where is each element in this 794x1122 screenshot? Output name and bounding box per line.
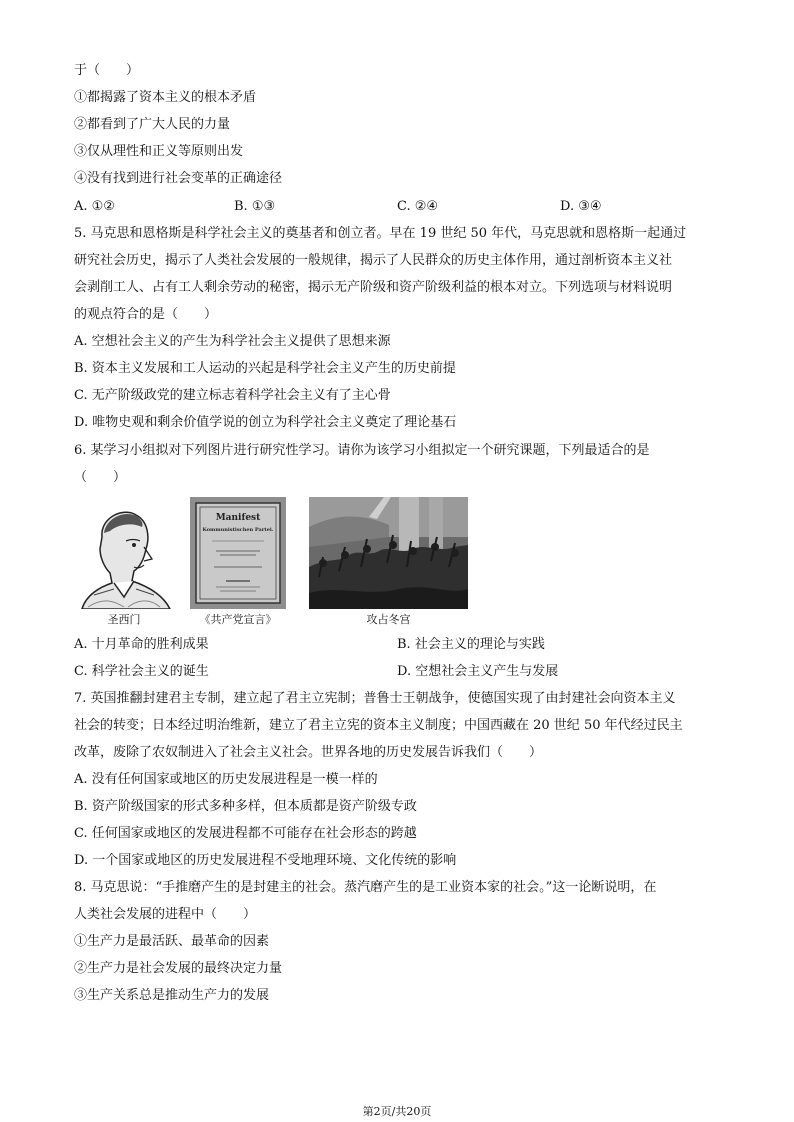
manifesto-title: Manifest <box>215 513 261 523</box>
q5-stem-line-2: 研究社会历史，揭示了人类社会发展的一般规律，揭示了人民群众的历史主体作用，通过剖析资本主义社 <box>74 253 673 268</box>
q6-stem-line-2: （ ） <box>74 470 127 485</box>
page-number-footer: 第2页/共20页 <box>362 1105 432 1118</box>
q4-stem-tail: 于（ ） <box>74 63 140 78</box>
q8-statement-1: ①生产力是最活跃、最革命的因素 <box>74 934 270 949</box>
q5-option-c: C. 无产阶级政党的建立标志着科学社会主义有了主心骨 <box>74 388 391 403</box>
q5-stem-line-4: 的观点符合的是（ ） <box>74 307 218 322</box>
q7-stem-line-3: 改革，废除了农奴制进入了社会主义社会。世界各地的历史发展告诉我们（ ） <box>74 745 543 760</box>
manifesto-subtitle: Kommunistischen Partei. <box>202 527 274 533</box>
q8-statement-2: ②生产力是社会发展的最终决定力量 <box>74 961 283 976</box>
q4-option-d: D. ③④ <box>560 199 602 214</box>
q8-stem-line-2: 人类社会发展的进程中（ ） <box>74 907 257 922</box>
manifesto-cover-image <box>190 497 286 609</box>
q4-option-b: B. ①③ <box>234 199 276 214</box>
q5-option-d: D. 唯物史观和剩余价值学说的创立为科学社会主义奠定了理论基石 <box>74 415 457 430</box>
caption-winter-palace: 攻占冬宫 <box>366 613 411 626</box>
caption-saint-simon: 圣西门 <box>107 613 141 626</box>
winter-palace-image <box>309 497 468 609</box>
q4-statement-2: ②都看到了广大人民的力量 <box>74 117 231 132</box>
q5-option-b: B. 资本主义发展和工人运动的兴起是科学社会主义产生的历史前提 <box>74 361 456 376</box>
q4-statement-4: ④没有找到进行社会变革的正确途径 <box>74 171 283 186</box>
q6-option-b: B. 社会主义的理论与实践 <box>397 637 545 652</box>
saint-simon-portrait <box>74 497 174 609</box>
q5-stem-line-1: 5. 马克思和恩格斯是科学社会主义的奠基者和创立者。早在 19 世纪 50 年代，马克思就和恩格斯一起通过 <box>74 226 687 241</box>
q6-option-a: A. 十月革命的胜利成果 <box>74 637 209 652</box>
q4-statement-3: ③仅从理性和正义等原则出发 <box>74 144 244 159</box>
q7-stem-line-1: 7. 英国推翻封建君主专制，建立起了君主立宪制；普鲁士王朝战争，使德国实现了由封建社会向资本主义 <box>74 691 676 706</box>
q8-stem-line-1: 8. 马克思说：“手推磨产生的是封建主的社会。蒸汽磨产生的是工业资本家的社会。”这一论断说明，在 <box>74 880 657 895</box>
q4-option-a: A. ①② <box>74 199 115 214</box>
q6-stem-line-1: 6. 某学习小组拟对下列图片进行研究性学习。请你为该学习小组拟定一个研究课题，下列最适合的是 <box>74 443 650 458</box>
q5-option-a: A. 空想社会主义的产生为科学社会主义提供了思想来源 <box>74 334 391 349</box>
q7-option-c: C. 任何国家或地区的发展进程都不可能存在社会形态的跨越 <box>74 826 417 841</box>
q7-option-a: A. 没有任何国家或地区的历史发展进程是一模一样的 <box>74 772 378 787</box>
caption-manifesto: 《共产党宣言》 <box>199 613 277 626</box>
q6-option-d: D. 空想社会主义产生与发展 <box>397 664 559 679</box>
q4-option-c: C. ②④ <box>397 199 439 214</box>
q5-stem-line-3: 会剥削工人、占有工人剩余劳动的秘密，揭示无产阶级和资产阶级利益的根本对立。下列选项与材料说明 <box>74 280 673 295</box>
q7-option-d: D. 一个国家或地区的历史发展进程不受地理环境、文化传统的影响 <box>74 853 457 868</box>
q6-option-c: C. 科学社会主义的诞生 <box>74 664 209 679</box>
q7-stem-line-2: 社会的转变；日本经过明治维新，建立了君主立宪的资本主义制度；中国西藏在 20 世纪 50 年代经过民主 <box>74 718 683 733</box>
q4-statement-1: ①都揭露了资本主义的根本矛盾 <box>74 90 257 105</box>
q8-statement-3: ③生产关系总是推动生产力的发展 <box>74 988 270 1003</box>
q7-option-b: B. 资产阶级国家的形式多种多样，但本质都是资产阶级专政 <box>74 799 417 814</box>
